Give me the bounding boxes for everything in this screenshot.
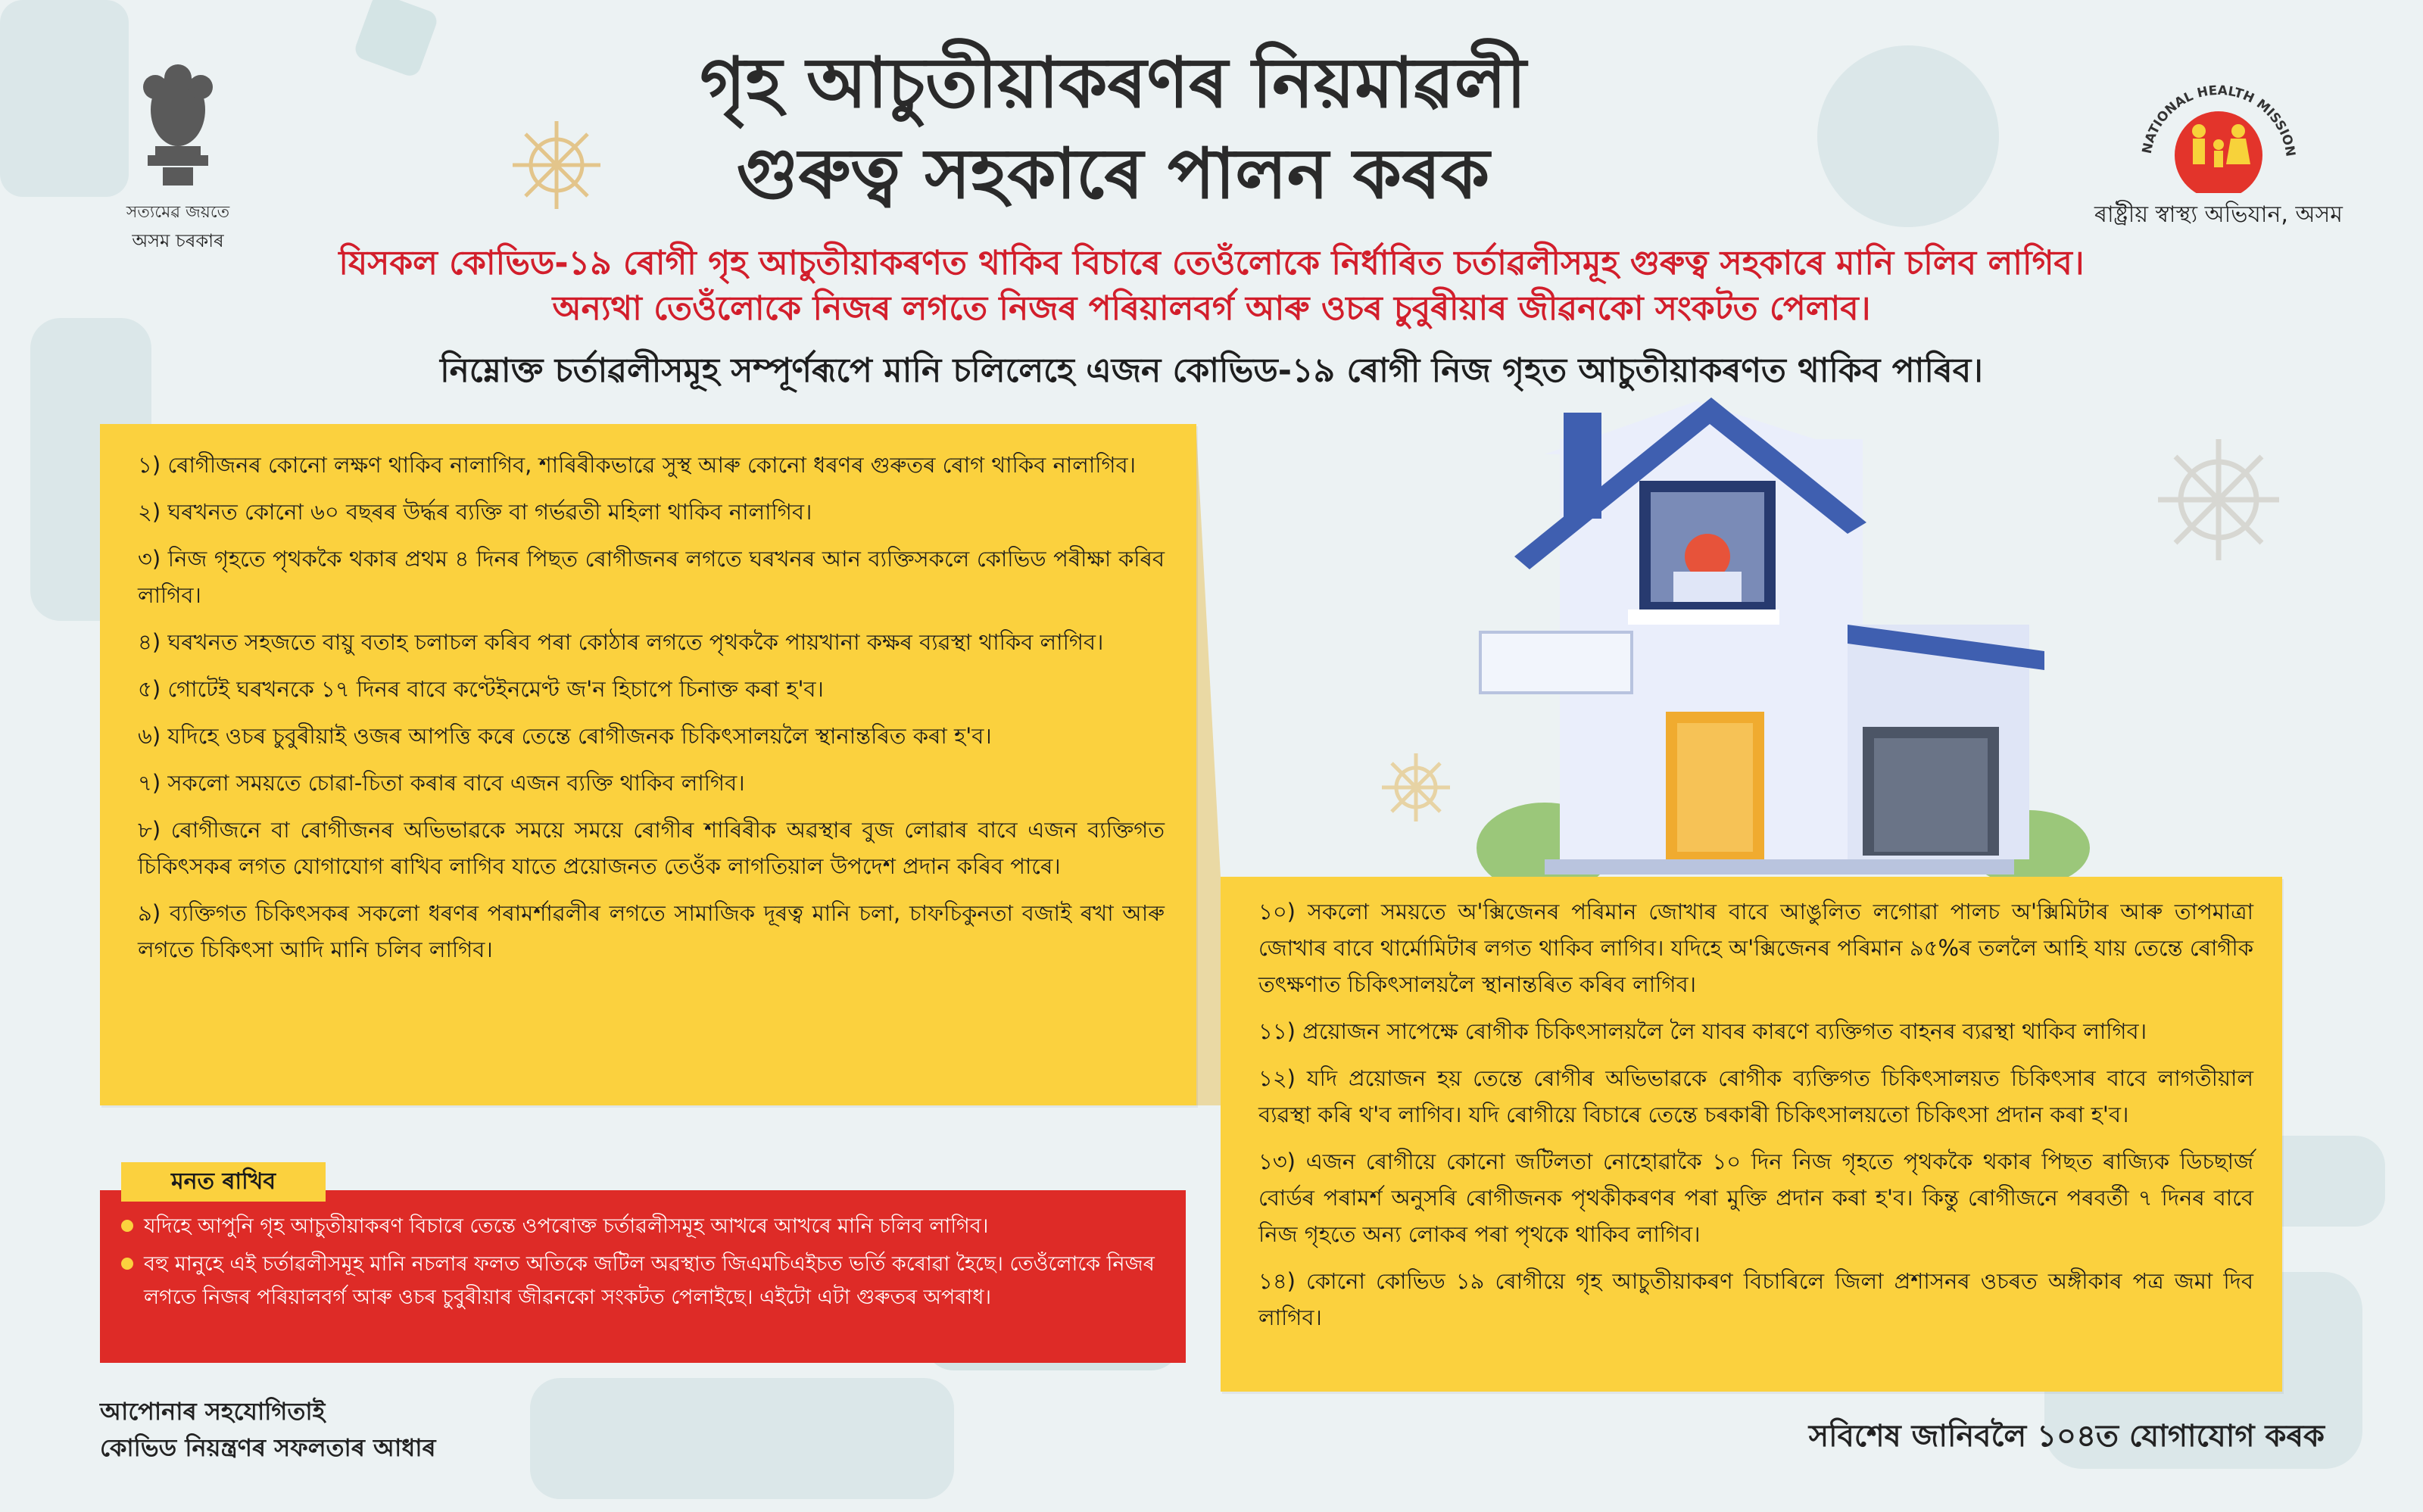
ashoka-emblem-icon [125,57,231,193]
rule-item: ৮) ৰোগীজনে বা ৰোগীজনৰ অভিভাৱকে সময়ে সময়ে ৰোগীৰ শাৰিৰীক অৱস্থাৰ বুজ লোৱাৰ বাবে এজন ব্যক্তিগত চিকিৎসকৰ লগত যোগাযোগ ৰাখিব লাগিব যাতে প্ৰয়োজনত তেওঁক লাগতিয়াল উপদেশ প্ৰদান কৰিব পাৰে। [138,817,1165,879]
rules-panel-right [1221,877,2282,1392]
reminder-text: যদিহে আপুনি গৃহ আচুতীয়াকৰণ বিচাৰে তেন্তে ওপৰোক্ত চৰ্তাৱলীসমূহ আখৰে আখৰে মানি চলিব লাগিব। [144,1214,989,1238]
title-line1: গৃহ আচুতীয়াকৰণৰ নিয়মাৱলী [700,42,1526,123]
footer-slogan-line1: আপোনাৰ সহযোগিতাই [100,1397,326,1426]
page-title [469,38,1757,220]
nhm-ring-text: NATIONAL HEALTH MISSION [2139,83,2298,158]
rule-item: ১৪) কোনো কোভিড ১৯ ৰোগীয়ে গৃহ আচুতীয়াকৰণ বিচাৰিলে জিলা প্ৰশাসনৰ ওচৰত অঙ্গীকাৰ পত্ৰ জমা দিব লাগিব। [1258,1268,2253,1330]
footer-slogan [100,1393,436,1466]
rule-item: ১২) যদি প্ৰয়োজন হয় তেন্তে ৰোগীৰ অভিভাৱকে ৰোগীক ব্যক্তিগত চিকিৎসালয়ত চিকিৎসাৰ বাবে লাগতীয়াল ব্যৱস্থা কৰি থ'ব লাগিব। যদি ৰোগীয়ে বিচাৰে তেন্তে চৰকাৰী চিকিৎসালয়তো চিকিৎসা প্ৰদান কৰা হ'ব। [1258,1065,2253,1127]
rule-item: ১১) প্ৰয়োজন সাপেক্ষে ৰোগীক চিকিৎসালয়লৈ লৈ যাবৰ কাৰণে ব্যক্তিগত বাহনৰ ব্যৱস্থা থাকিব লাগিব। [1258,1018,2147,1044]
rule-item: ১৩) এজন ৰোগীয়ে কোনো জটিলতা নোহোৱাকৈ ১০ দিন নিজ গৃহতে পৃথককৈ থকাৰ পিছত ৰাজ্যিক ডিচছাৰ্জ বোৰ্ডৰ পৰামৰ্শ অনুসৰি ৰোগীজনক পৃথকীকৰণৰ পৰা মুক্তি প্ৰদান কৰা হ'ব। কিন্তু ৰোগীজনে পৰবৰ্তী ৭ দিনৰ বাবে নিজ গৃহতে অন্য লোকৰ পৰা পৃথকে থাকিব লাগিব। [1258,1149,2253,1247]
reminder-item [121,1210,1163,1243]
title-line2: গুৰুত্ব সহকাৰে পালন কৰক [736,133,1490,214]
rule-item: ৭) সকলো সময়তে চোৱা-চিতা কৰাৰ বাবে এজন ব্যক্তি থাকিব লাগিব। [138,770,745,796]
intro-warning-line1: যিসকল কোভিড-১৯ ৰোগী গৃহ আচুতীয়াকৰণত থাকিব বিচাৰে তেওঁলোকে নিৰ্ধাৰিত চৰ্তাৱলীসমূহ গুৰুত্ব সহকাৰে মানি চলিব লাগিব। [338,244,2085,282]
rule-item: ৬) যদিহে ওচৰ চুবুৰীয়াই ওজৰ আপত্তি কৰে তেন্তে ৰোগীজনক চিকিৎসালয়লৈ স্থানান্তৰিত কৰা হ'ব। [138,723,992,749]
reminder-item [121,1248,1163,1314]
house-illustration [1477,397,2090,893]
rule-item: ১০) সকলো সময়তে অ'ক্সিজেনৰ পৰিমান জোখাৰ বাবে আঙুলিত লগোৱা পালচ অ'ক্সিমিটাৰ আৰু তাপমাত্ৰা জোখাৰ বাবে থাৰ্মোমিটাৰ লগত থাকিব লাগিব। যদিহে অ'ক্সিজেনৰ পৰিমান ৯৫%ৰ তললৈ আহি যায় তেন্তে ৰোগীক তৎক্ষণাত চিকিৎসালয়লৈ স্থানান্তৰিত কৰিব লাগিব। [1258,899,2253,997]
reminder-tag: মনত ৰাখিব [121,1162,326,1202]
bullet-icon [121,1258,133,1270]
virus-icon-small [1382,753,1450,821]
intro-condition: নিম্নোক্ত চৰ্তাৱলীসমূহ সম্পূৰ্ণৰূপে মানি চলিলেহে এজন কোভিড-১৯ ৰোগী নিজ গৃহত আচুতীয়াকৰণত থাকিব পাৰিব। [440,351,1983,390]
rule-item: ৩) নিজ গৃহতে পৃথককৈ থকাৰ প্ৰথম ৪ দিনৰ পিছত ৰোগীজনৰ লগতে ঘৰখনৰ আন ব্যক্তিসকলে কোভিড পৰীক্ষা কৰিব লাগিব। [138,546,1165,608]
rule-item: ২) ঘৰখনত কোনো ৬০ বছৰৰ উৰ্দ্ধৰ ব্যক্তি বা গৰ্ভৱতী মহিলা থাকিব নালাগিব। [138,499,812,525]
reminder-text: বহু মানুহে এই চৰ্তাৱলীসমূহ মানি নচলাৰ ফলত অতিকে জটিল অৱস্থাত জিএমচিএইচত ভৰ্তি কৰোৱা হৈছে। তেওঁলোকে নিজৰ লগতে নিজৰ পৰিয়ালবৰ্গ আৰু ওচৰ চুবুৰীয়াৰ জীৱনকো সংকটত পেলাইছে। এইটো এটা গুৰুতৰ অপৰাধ। [144,1252,1155,1309]
rules-panel-left [100,424,1196,1105]
footer-helpline: সবিশেষ জানিবলৈ ১০৪ত যোগাযোগ কৰক [1808,1419,2325,1454]
intro-warning-line2: অন্যথা তেওঁলোকে নিজৰ লগতে নিজৰ পৰিয়ালবৰ্গ আৰু ওচৰ চুবুৰীয়াৰ জীৱনকো সংকটত পেলাব। [552,289,1871,328]
intro-warning [61,241,2362,332]
nhm-caption: ৰাষ্ট্ৰীয় স্বাস্থ্য অভিযান, অসম [2094,201,2343,228]
rule-item: ৪) ঘৰখনত সহজতে বায়ু বতাহ চলাচল কৰিব পৰা কোঠাৰ লগতে পৃথককৈ পায়খানা কক্ষৰ ব্যৱস্থা থাকিব লাগিব। [138,629,1104,655]
nhm-logo-icon [2120,57,2317,193]
emblem-motto: সত্যমেৱ জয়তে [126,203,230,222]
rule-item: ৫) গোটেই ঘৰখনকে ১৭ দিনৰ বাবে কণ্টেইনমেণ্ট জ'ন হিচাপে চিনাক্ত কৰা হ'ব। [138,676,824,702]
nhm-logo [2060,57,2378,235]
virus-icon-right [2158,439,2279,560]
rule-item: ৯) ব্যক্তিগত চিকিৎসকৰ সকলো ধৰণৰ পৰামৰ্শাৱলীৰ লগতে সামাজিক দূৰত্ব মানি চলা, চাফচিকুনতা বজাই ৰখা আৰু লগতে চিকিৎসা আদি মানি চলিব লাগিব। [138,900,1165,962]
bullet-icon [121,1220,133,1232]
footer-slogan-line2: কোভিড নিয়ন্ত্ৰণৰ সফলতাৰ আধাৰ [100,1433,436,1462]
emblem-org-name: অসম চৰকাৰ [132,230,224,251]
rule-item: ১) ৰোগীজনৰ কোনো লক্ষণ থাকিব নালাগিব, শাৰিৰীকভাৱে সুস্থ আৰু কোনো ধৰণৰ গুৰুতৰ ৰোগ থাকিব নালাগিব। [138,452,1137,478]
govt-emblem [91,57,265,257]
reminder-box [100,1190,1186,1363]
